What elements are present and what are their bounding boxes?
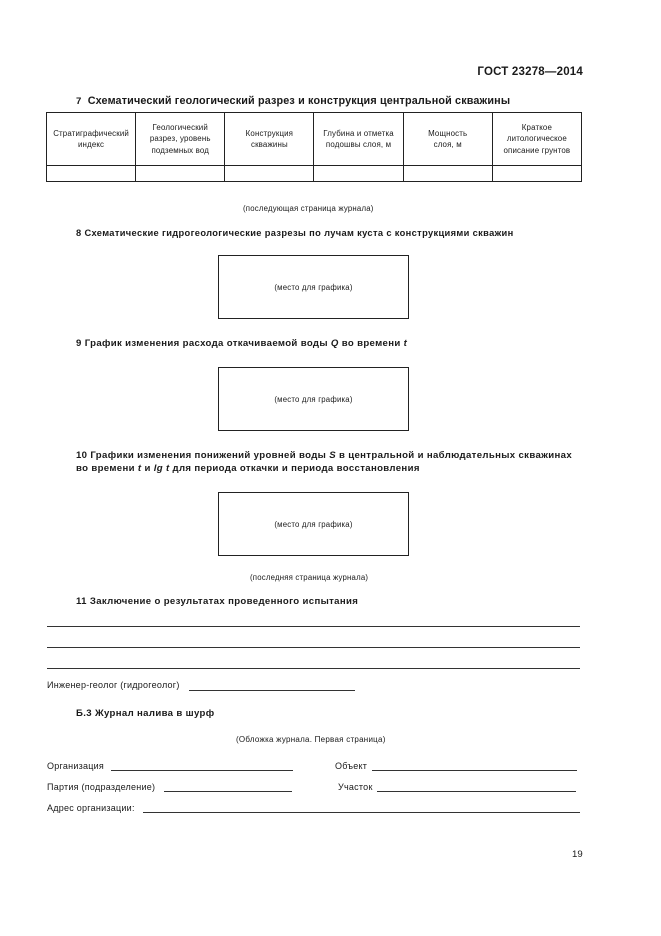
table-header-cell: Краткое литологическое описание грунтов (492, 113, 581, 166)
engineer-label: Инженер-геолог (гидрогеолог) (47, 680, 180, 690)
table-cell[interactable] (225, 166, 314, 182)
table-header-cell: Конструкция скважины (225, 113, 314, 166)
party-label: Партия (подразделение) (47, 782, 156, 792)
object-field[interactable] (372, 770, 577, 771)
table-header-cell: Геологический разрез, уровень подземных вод (136, 113, 225, 166)
address-label: Адрес организации: (47, 803, 135, 813)
cover-note: (Обложка журнала. Первая страница) (236, 735, 386, 744)
table-header-row (47, 113, 582, 166)
graph-placeholder-10: (место для графика) (218, 492, 409, 556)
section-10-title-line1: 10 Графики изменения понижений уровней воды S в центральной и наблюдательных скважинах (76, 450, 573, 461)
section-11-title: 11 Заключение о результатах проведенного испытания (76, 596, 359, 607)
table-header-cell: Глубина и отметка подошвы слоя, м (314, 113, 403, 166)
section-7-title-text: Схематический геологический разрез и конструкция центральной скважины (87, 95, 511, 107)
section-9-title: 9 График изменения расхода откачиваемой воды Q во времени t (76, 338, 408, 349)
graph-placeholder-9: (место для графика) (218, 367, 409, 431)
table-cell[interactable] (492, 166, 581, 182)
table-cell[interactable] (136, 166, 225, 182)
conclusion-line-3[interactable] (47, 668, 580, 669)
section-10-title-line2: во времени t и lg t для периода откачки и периода восстановления (76, 463, 420, 474)
stratigraphy-table (46, 112, 582, 182)
organization-field[interactable] (111, 770, 293, 771)
site-label: Участок (338, 782, 373, 792)
site-field[interactable] (377, 791, 576, 792)
table-cell[interactable] (314, 166, 403, 182)
variable-q: Q (330, 338, 339, 349)
variable-s: S (329, 450, 336, 461)
variable-t: t (137, 463, 142, 474)
next-page-note: (последующая страница журнала) (243, 204, 374, 213)
variable-lgt: lg t (153, 463, 170, 474)
object-label: Объект (335, 761, 368, 771)
b3-title: Б.3 Журнал налива в шурф (76, 708, 215, 719)
engineer-signature-line[interactable] (189, 690, 355, 691)
page-number: 19 (572, 849, 583, 860)
table-row (47, 166, 582, 182)
organization-label: Организация (47, 761, 105, 771)
section-7-number: 7 (76, 96, 82, 107)
table-header-cell: Мощность слоя, м (403, 113, 492, 166)
table-cell[interactable] (403, 166, 492, 182)
party-field[interactable] (164, 791, 292, 792)
section-7-title (76, 95, 510, 107)
graph-placeholder-8: (место для графика) (218, 255, 409, 319)
conclusion-line-1[interactable] (47, 626, 580, 627)
last-page-note: (последняя страница журнала) (250, 573, 369, 582)
table-cell[interactable] (47, 166, 136, 182)
document-code: ГОСТ 23278—2014 (477, 66, 583, 78)
conclusion-line-2[interactable] (47, 647, 580, 648)
section-8-title: 8 Схематические гидрогеологические разрезы по лучам куста с конструкциями скважин (76, 228, 514, 238)
table-header-cell: Стратиграфический индекс (47, 113, 136, 166)
address-field[interactable] (143, 812, 580, 813)
variable-t: t (403, 338, 408, 349)
